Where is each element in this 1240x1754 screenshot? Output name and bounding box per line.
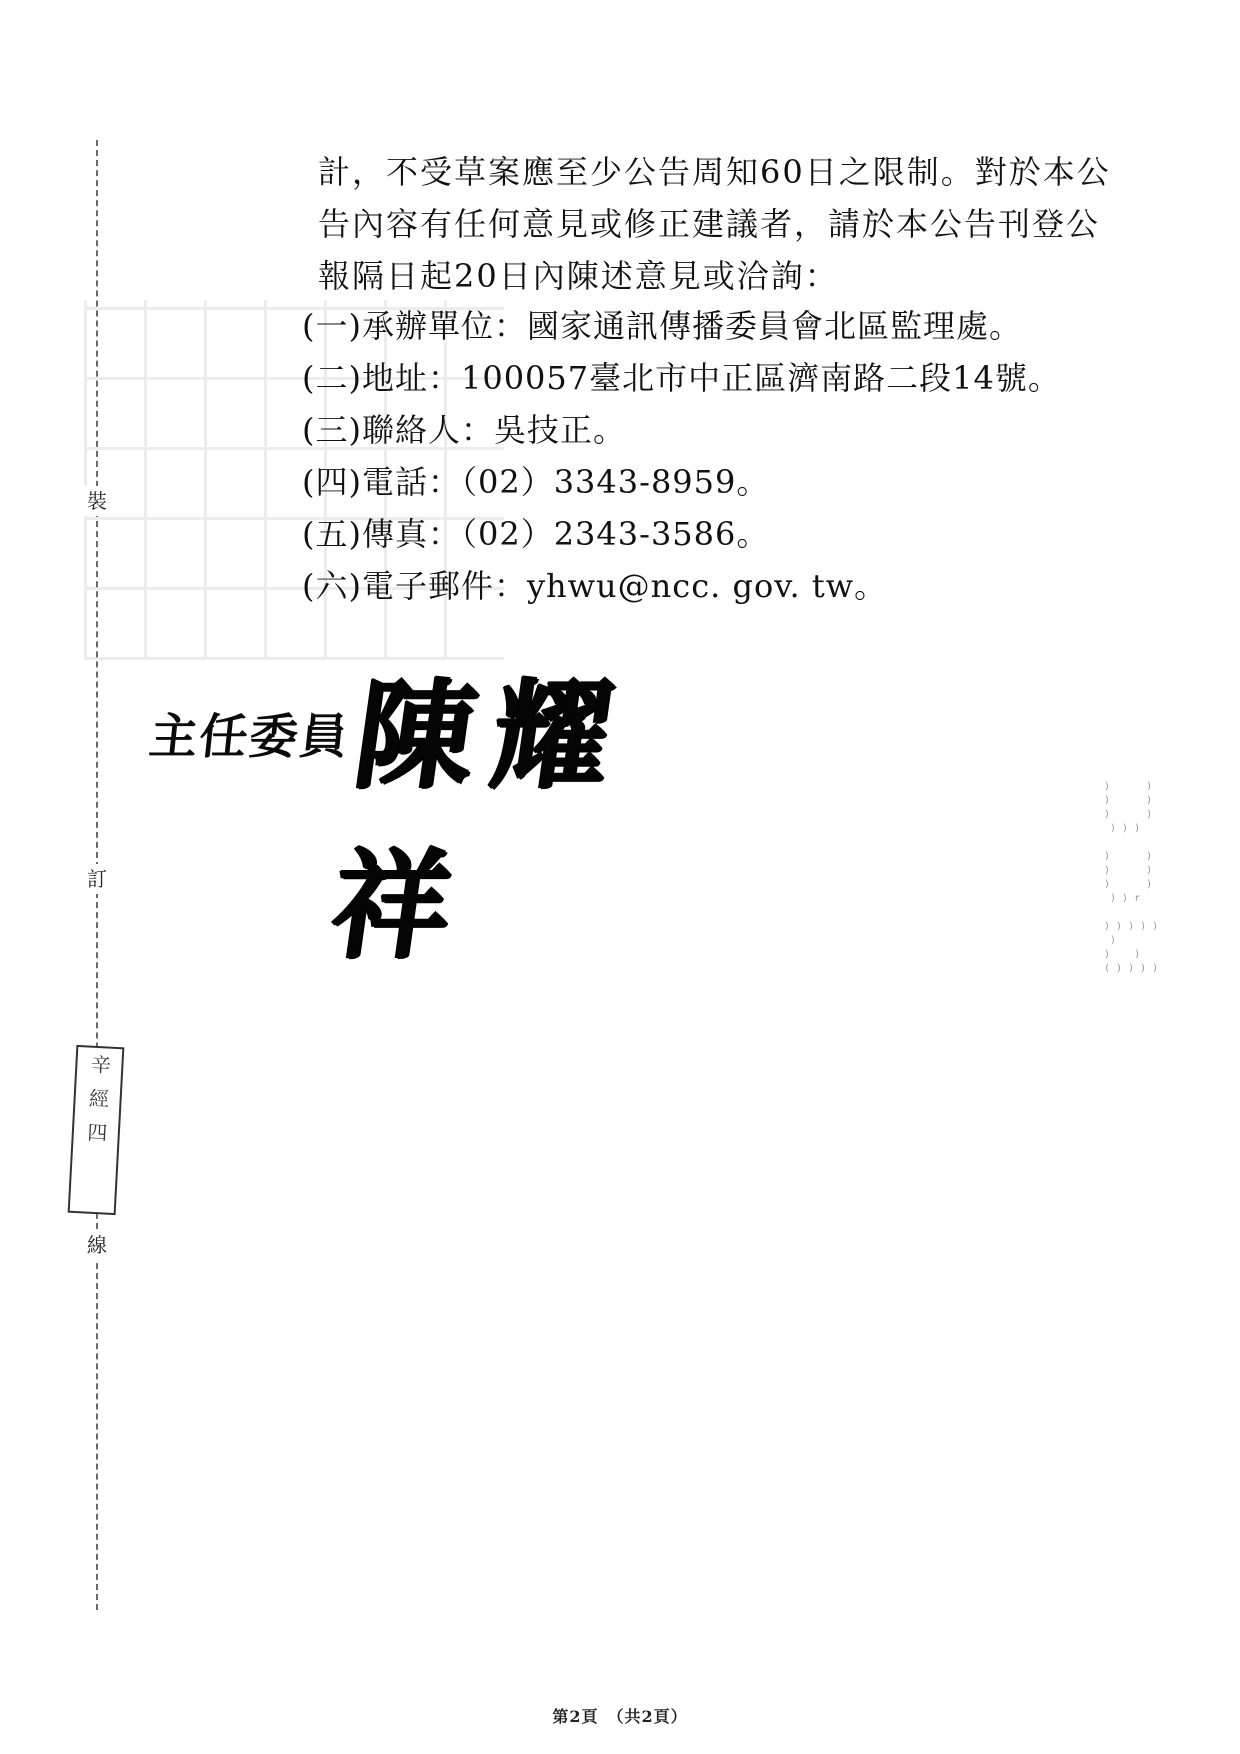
contact-item-phone: (四)電話：（02）3343-8959。: [302, 463, 770, 501]
binding-label-ding: 訂: [84, 864, 110, 894]
seal-stamp: [68, 1045, 125, 1215]
signature-block: [146, 640, 730, 974]
seal-stamp-text: 辛經四: [82, 1053, 112, 1157]
signature-title: 主任委員: [146, 709, 353, 765]
contact-list: [302, 300, 1122, 612]
contact-item-address: (二)地址：100057臺北市中正區濟南路二段14號。: [302, 359, 1061, 397]
scan-artifact: ) ) ) ) ) ) ) ) ) ) ) ) ) ) ) ) ) r ) ) ) ) ) ) ) ) ( ) ) ) ): [1104, 781, 1159, 974]
contact-item-fax: (五)傳真：（02）2343-3586。: [302, 515, 770, 553]
signature-name: 陳耀祥: [322, 665, 639, 974]
contact-item-person: (三)聯絡人：吳技正。: [302, 411, 626, 449]
contact-item-email: (六)電子郵件：yhwu@ncc. gov. tw。: [302, 567, 888, 605]
paragraph-line: 告內容有任何意見或修正建議者，請於本公告刊登公: [318, 205, 1101, 243]
notice-paragraph: [318, 146, 1118, 302]
binding-label-zhuang: 裝: [84, 486, 110, 516]
paragraph-line: 報隔日起20日內陳述意見或洽詢：: [318, 257, 839, 295]
paragraph-line: 計，不受草案應至少公告周知60日之限制。對於本公: [318, 153, 1111, 191]
contact-item-office: (一)承辦單位：國家通訊傳播委員會北區監理處。: [302, 307, 1022, 345]
page-number: 第2頁 （共2頁）: [552, 1707, 688, 1726]
binding-label-xian: 線: [84, 1230, 110, 1260]
